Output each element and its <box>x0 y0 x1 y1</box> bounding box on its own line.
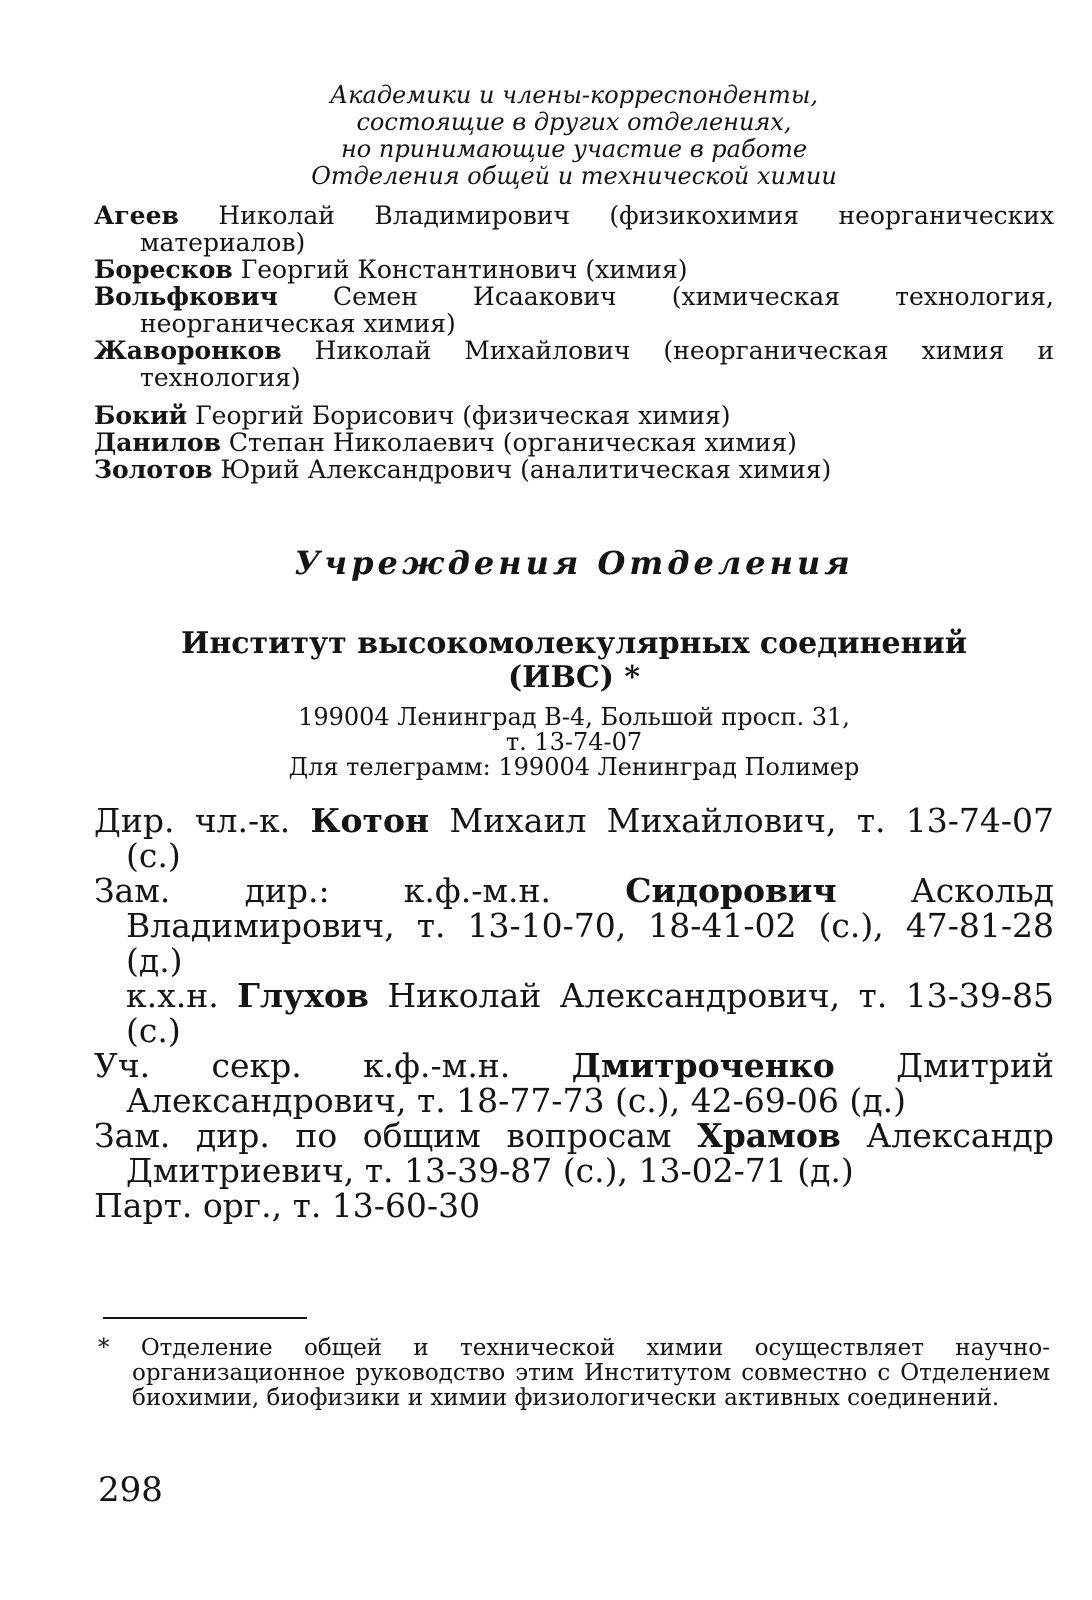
staff-details: Александр Дмитриевич, т. 13-39-87 (с.), 13-02-71 (д.) <box>126 1116 1055 1190</box>
staff-details: Дмитрий Александрович, т. 18-77-73 (с.), 42-69-06 (д.) <box>126 1046 1054 1120</box>
surname: Котон <box>310 801 430 840</box>
institute-address <box>94 705 1054 780</box>
institute-title <box>94 627 1054 695</box>
surname: Вольфкович <box>94 282 278 311</box>
position: Дир. чл.-к. <box>94 801 311 840</box>
staff-deputy <box>94 978 1054 1048</box>
footnote-text: * Отделение общей и технической химии осуществляет научно-организационное руководство этим Институтом совместно с Отделением биохимии, биофизики и химии физиологически активных соединений. <box>98 1335 1050 1411</box>
address-line: 199004 Ленинград В-4, Большой просп. 31, <box>298 703 850 731</box>
entry-text: Николай Михайлович (неорганическая химия и технология) <box>140 336 1054 392</box>
telegram-address: Для телеграмм: 199004 Ленинград Полимер <box>288 753 860 781</box>
header-line: Академики и члены-корреспонденты, <box>330 81 818 109</box>
section-title: Учреждения Отделения <box>294 544 854 582</box>
list-item <box>94 429 1054 456</box>
entry-text: Степан Николаевич (органическая химия) <box>220 428 797 457</box>
institute-title-line: Институт высокомолекулярных соединений <box>180 626 968 661</box>
surname: Сидорович <box>625 871 837 910</box>
surname: Дмитроченко <box>571 1046 835 1085</box>
position: Зам. дир.: к.ф.-м.н. <box>94 871 626 910</box>
footnote <box>98 1336 1050 1411</box>
party-organizer: Парт. орг., т. 13-60-30 <box>94 1186 481 1225</box>
header-line: но принимающие участие в работе <box>340 135 808 163</box>
surname: Глухов <box>237 976 369 1015</box>
address-phone: т. 13-74-07 <box>505 728 643 756</box>
entry-text: Николай Владимирович (физикохимия неорганических материалов) <box>140 201 1054 257</box>
corresponding-members-list <box>94 402 1054 483</box>
staff-details: Николай Александрович, т. 13-39-85 (с.) <box>126 976 1054 1050</box>
staff-details: Аскольд Владимирович, т. 13-10-70, 18-41-02 (с.), 47-81-28 (д.) <box>126 871 1054 980</box>
staff-general-deputy <box>94 1118 1054 1188</box>
academicians-header <box>94 82 1054 190</box>
staff-secretary <box>94 1048 1054 1118</box>
surname: Боресков <box>94 255 233 284</box>
footnote-divider <box>103 1317 307 1319</box>
surname: Храмов <box>697 1116 841 1155</box>
surname: Данилов <box>94 428 221 457</box>
list-item <box>94 283 1054 337</box>
header-line: состоящие в других отделениях, <box>356 108 792 136</box>
position: Уч. секр. к.ф.-м.н. <box>94 1046 572 1085</box>
list-item <box>94 337 1054 391</box>
staff-deputy <box>94 873 1054 978</box>
staff-list <box>94 803 1054 1223</box>
list-item <box>94 256 1054 283</box>
staff-director <box>94 803 1054 873</box>
staff-details: Михаил Михайлович, т. 13-74-07 (с.) <box>126 801 1054 875</box>
entry-text: Юрий Александрович (аналитическая химия) <box>212 455 832 484</box>
page-number: 298 <box>98 1470 163 1510</box>
surname: Бокий <box>94 401 188 430</box>
institute-title-line: (ИВС) * <box>507 660 641 695</box>
surname: Золотов <box>94 455 213 484</box>
list-item <box>94 202 1054 256</box>
list-item <box>94 456 1054 483</box>
entry-text: Георгий Борисович (физическая химия) <box>187 401 731 430</box>
entry-text: Семен Исаакович (химическая технология, неорганическая химия) <box>140 282 1054 338</box>
position: к.х.н. <box>126 976 238 1015</box>
header-line: Отделения общей и технической химии <box>311 162 837 190</box>
surname: Жаворонков <box>94 336 282 365</box>
academicians-list <box>94 202 1054 391</box>
surname: Агеев <box>94 201 179 230</box>
entry-text: Георгий Константинович (химия) <box>232 255 688 284</box>
position: Зам. дир. по общим вопросам <box>94 1116 698 1155</box>
list-item <box>94 402 1054 429</box>
